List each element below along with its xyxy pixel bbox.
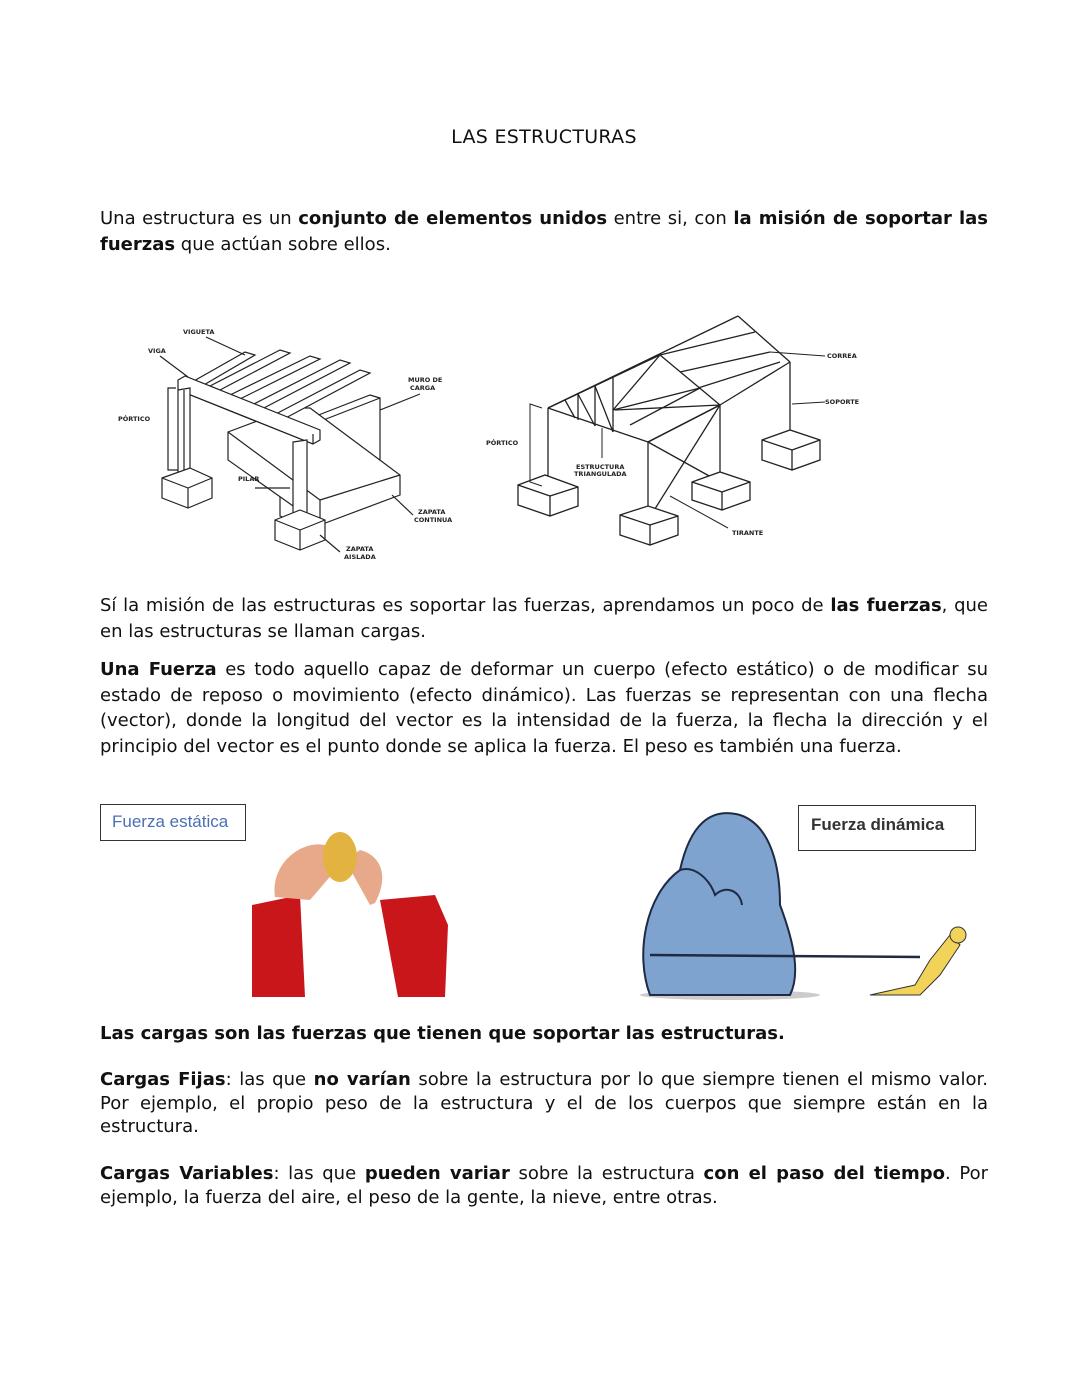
text: es todo aquello capaz de deformar un cuerpo (efecto estático) o de modificar su estado de reposo o movimiento (efecto dinámico). Las fuerzas se representan con una flecha (vector), donde la longitud del vector es la intensidad de la fuerza, la flecha la dirección y el principio del vector es el punto donde se aplica la fuerza. El peso es también una fuerza. [100, 659, 988, 757]
text: que actúan sobre ellos. [175, 233, 391, 255]
text: Sí la misión de las estructuras es soportar las fuerzas, aprendamos un poco de [100, 595, 831, 616]
bold-text: con el paso del tiempo [703, 1163, 945, 1184]
label-muro-2: CARGA [410, 384, 436, 392]
bold-text: la misión de soportar las fuerzas [100, 208, 988, 255]
structure-diagram-frame [110, 320, 470, 570]
label-soporte: SOPORTE [825, 398, 860, 406]
bold-text: Una Fuerza [100, 659, 217, 680]
label-pilar: PILAR [238, 475, 260, 483]
text: , que en las estructuras se llaman cargas. [100, 595, 988, 642]
text: sobre la estructura [509, 1163, 704, 1184]
static-force-label: Fuerza estática [100, 804, 246, 841]
text: : las que [225, 1069, 314, 1090]
label-portico: PÓRTICO [118, 415, 151, 423]
bold-text: pueden variar [364, 1163, 510, 1184]
text: : las que [273, 1163, 365, 1184]
text: . Por ejemplo, la fuerza del aire, el peso de la gente, la nieve, entre otras. [100, 1163, 988, 1208]
text: entre si, con [607, 208, 734, 229]
bold-text: Cargas Variables [100, 1163, 274, 1184]
dynamic-force-label: Fuerza dinámica [798, 805, 976, 851]
label-muro-1: MURO DE [408, 376, 443, 384]
label-vigueta: VIGUETA [183, 328, 215, 336]
label-portico: PÓRTICO [486, 439, 519, 447]
bold-text: las fuerzas [830, 595, 942, 616]
label-viga: VIGA [148, 347, 166, 355]
label-zapata-continua-1: ZAPATA [418, 508, 446, 516]
text: Una estructura es un [100, 208, 299, 229]
label-estructura-2: TRIANGULADA [574, 470, 627, 478]
bold-text: conjunto de elementos unidos [298, 208, 608, 229]
label-correa: CORREA [827, 352, 857, 360]
label-zapata-continua-2: CONTINUA [414, 516, 453, 524]
label-zapata-aislada-1: ZAPATA [346, 545, 374, 553]
hands-squeezing-image [250, 825, 450, 1000]
forces-intro-paragraph [100, 593, 988, 644]
force-definition-paragraph [100, 657, 988, 759]
loads-definition [100, 1021, 988, 1047]
bold-text: Las cargas son las fuerzas que tienen que soportar las estructuras. [100, 1023, 785, 1044]
variable-loads-paragraph [100, 1162, 988, 1209]
bold-text: Cargas Fijas [100, 1069, 226, 1090]
label-estructura-1: ESTRUCTURA [576, 463, 625, 471]
text: sobre la estructura por lo que siempre tienen el mismo valor. Por ejemplo, el propio peso de la estructura y el de los cuerpos que siempre están en la estructura. [100, 1069, 988, 1137]
fixed-loads-paragraph [100, 1068, 988, 1139]
label-tirante: TIRANTE [732, 529, 764, 537]
label-zapata-aislada-2: AISLADA [344, 553, 376, 561]
intro-paragraph [100, 206, 988, 257]
bold-text: no varían [313, 1069, 411, 1090]
structure-diagram-truss [480, 310, 880, 560]
page-title: LAS ESTRUCTURAS [451, 126, 637, 148]
